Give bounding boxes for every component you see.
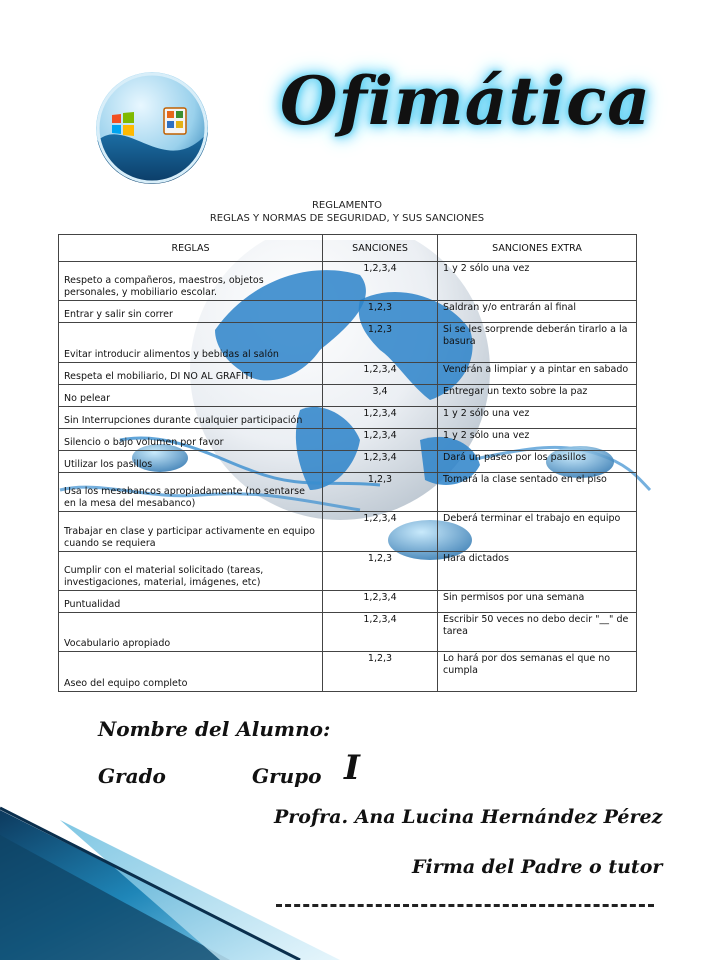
- signature-line: [276, 904, 654, 907]
- rule-cell: No pelear: [59, 384, 323, 406]
- sanctions-cell: 1,2,3: [323, 652, 438, 692]
- table-row: [59, 323, 637, 362]
- extra-cell: Vendrán a limpiar y a pintar en sabado: [438, 362, 637, 384]
- extra-cell: Tomará la clase sentado en el piso: [438, 472, 637, 511]
- extra-cell: Hara dictados: [438, 551, 637, 590]
- rule-cell: Evitar introducir alimentos y bebidas al salón: [59, 323, 323, 362]
- sanctions-cell: 1,2,3,4: [323, 612, 438, 651]
- sanctions-cell: 1,2,3,4: [323, 262, 438, 301]
- rule-cell: Entrar y salir sin correr: [59, 301, 323, 323]
- sanctions-cell: 1,2,3,4: [323, 450, 438, 472]
- table-row: [59, 301, 637, 323]
- rule-cell: Cumplir con el material solicitado (tareas, investigaciones, material, imágenes, etc): [59, 551, 323, 590]
- extra-cell: 1 y 2 sólo una vez: [438, 406, 637, 428]
- app-title: Ofimática: [280, 62, 652, 140]
- rule-cell: Silencio o bajo volumen por favor: [59, 428, 323, 450]
- signature-label: Firma del Padre o tutor: [412, 856, 663, 878]
- table-row: [59, 652, 637, 692]
- heading-reglamento: REGLAMENTO: [311, 200, 383, 211]
- sanctions-cell: 1,2,3,4: [323, 428, 438, 450]
- teacher-name: Profra. Ana Lucina Hernández Pérez: [274, 806, 663, 828]
- sanctions-cell: 1,2,3: [323, 472, 438, 511]
- table-row: [59, 450, 637, 472]
- col-header-sanctions: SANCIONES: [323, 235, 438, 262]
- extra-cell: 1 y 2 sólo una vez: [438, 262, 637, 301]
- table-row: [59, 551, 637, 590]
- table-row: [59, 428, 637, 450]
- extra-cell: Sin permisos por una semana: [438, 591, 637, 613]
- logo-emblem: [96, 72, 208, 184]
- extra-cell: Entregar un texto sobre la paz: [438, 384, 637, 406]
- document-heading: [58, 199, 636, 225]
- sanctions-cell: 1,2,3,4: [323, 406, 438, 428]
- sanctions-cell: 1,2,3: [323, 323, 438, 362]
- table-row: [59, 512, 637, 551]
- extra-cell: Dará un paseo por los pasillos: [438, 450, 637, 472]
- rule-cell: Utilizar los pasillos: [59, 450, 323, 472]
- rule-cell: Trabajar en clase y participar activamente en equipo cuando se requiera: [59, 512, 323, 551]
- rule-cell: Usa los mesabancos apropiadamente (no sentarse en la mesa del mesabanco): [59, 472, 323, 511]
- grade-label: Grado: [98, 764, 166, 788]
- rule-cell: Respeta el mobiliario, DI NO AL GRAFITI: [59, 362, 323, 384]
- extra-cell: Saldran y/o entrarán al final: [438, 301, 637, 323]
- group-label: Grupo: [252, 764, 322, 788]
- rules-table: [58, 234, 637, 692]
- sanctions-cell: 1,2,3,4: [323, 591, 438, 613]
- extra-cell: Escribir 50 veces no debo decir "__" de tarea: [438, 612, 637, 651]
- table-row: [59, 262, 637, 301]
- extra-cell: Si se les sorprende deberán tirarlo a la basura: [438, 323, 637, 362]
- rule-cell: Sin Interrupciones durante cualquier participación: [59, 406, 323, 428]
- table-row: [59, 591, 637, 613]
- office-icon: [164, 108, 186, 134]
- rule-cell: Puntualidad: [59, 591, 323, 613]
- table-header-row: [59, 235, 637, 262]
- rule-cell: Respeto a compañeros, maestros, objetos personales, y mobiliario escolar.: [59, 262, 323, 301]
- rule-cell: Vocabulario apropiado: [59, 612, 323, 651]
- heading-subtitle: REGLAS Y NORMAS DE SEGURIDAD, Y SUS SANCIONES: [209, 213, 485, 224]
- table-row: [59, 612, 637, 651]
- student-name-label: Nombre del Alumno:: [98, 717, 331, 741]
- extra-cell: 1 y 2 sólo una vez: [438, 428, 637, 450]
- group-value: I: [344, 748, 360, 788]
- table-row: [59, 406, 637, 428]
- sanctions-cell: 1,2,3: [323, 551, 438, 590]
- col-header-rules: REGLAS: [59, 235, 323, 262]
- sanctions-cell: 1,2,3,4: [323, 362, 438, 384]
- table-row: [59, 362, 637, 384]
- extra-cell: Deberá terminar el trabajo en equipo: [438, 512, 637, 551]
- col-header-extra: SANCIONES EXTRA: [438, 235, 637, 262]
- sanctions-cell: 1,2,3: [323, 301, 438, 323]
- rule-cell: Aseo del equipo completo: [59, 652, 323, 692]
- sanctions-cell: 3,4: [323, 384, 438, 406]
- table-row: [59, 472, 637, 511]
- extra-cell: Lo hará por dos semanas el que no cumpla: [438, 652, 637, 692]
- sanctions-cell: 1,2,3,4: [323, 512, 438, 551]
- table-row: [59, 384, 637, 406]
